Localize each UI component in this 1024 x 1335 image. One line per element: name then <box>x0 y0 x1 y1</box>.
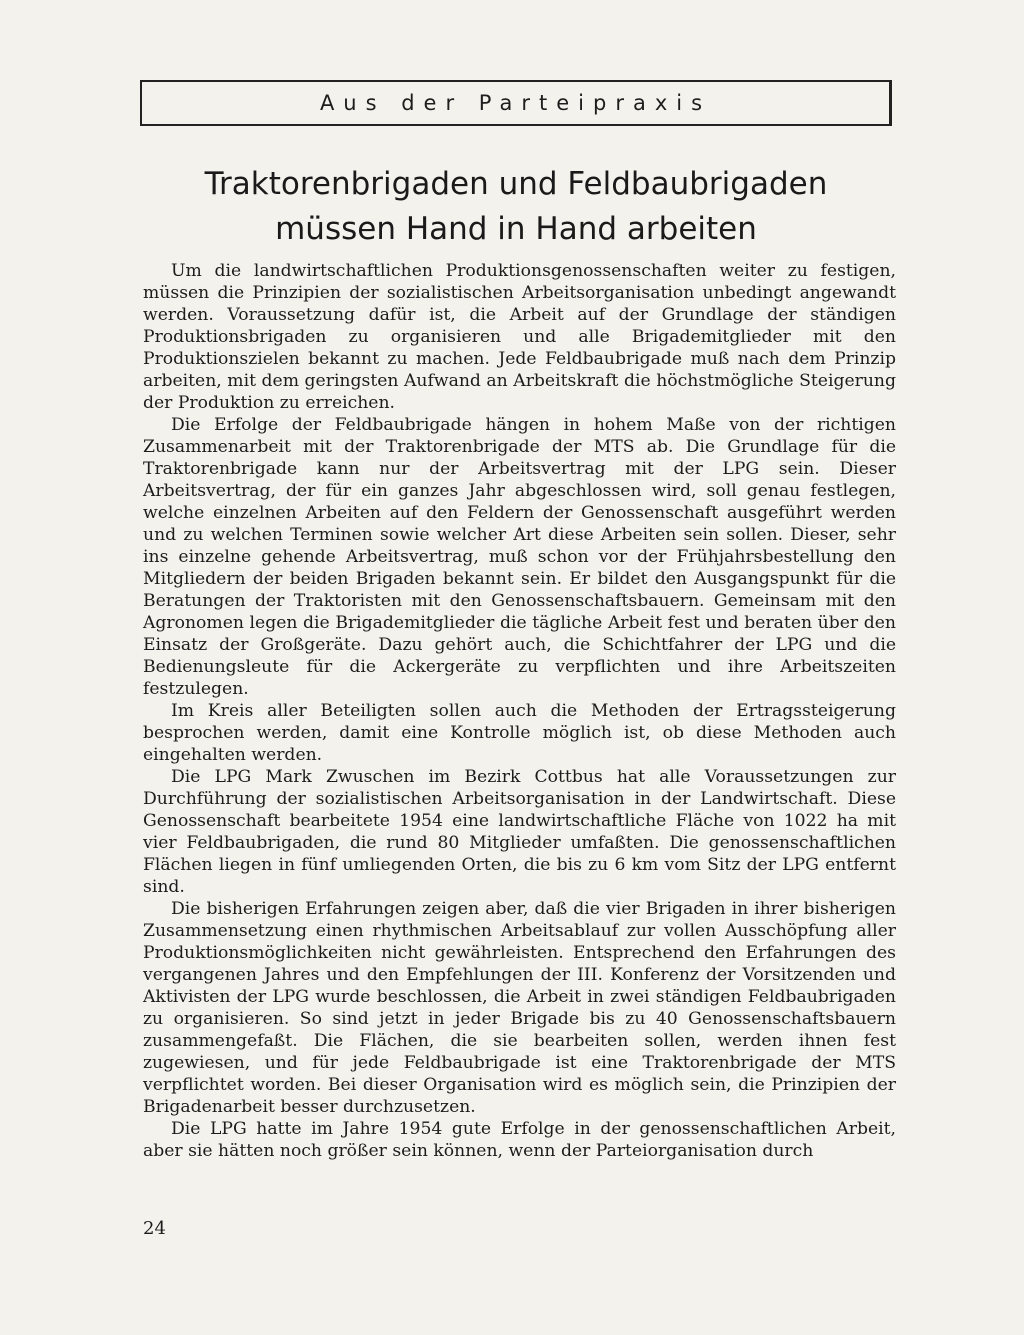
page-number: 24 <box>143 1218 166 1239</box>
section-header-box <box>140 80 892 126</box>
article-title <box>140 162 892 252</box>
paragraph: Im Kreis aller Beteiligten sollen auch die Methoden der Ertragssteigerung besprochen werden, damit eine Kontrolle möglich ist, ob diese Methoden auch eingehalten werden. <box>143 701 896 765</box>
section-header-label: Aus der Parteipraxis <box>319 91 712 115</box>
paragraph: Die Erfolge der Feldbaubrigade hängen in hohem Maße von der richtigen Zusammenarbeit mit der Traktorenbrigade der MTS ab. Die Grundlage für die Traktorenbrigade kann nur der Arbeitsvertrag mit der LPG sein. Dieser Arbeitsvertrag, der für ein ganzes Jahr abgeschlossen wird, soll genau festlegen, welche einzelnen Arbeiten auf den Feldern der Genossenschaft ausgeführt werden und zu welchen Terminen sowie welcher Art diese Arbeiten sein sollen. Dieser, sehr ins einzelne gehende Arbeitsvertrag, muß schon vor der Frühjahrsbestellung den Mitgliedern der beiden Brigaden bekannt sein. Er bildet den Ausgangspunkt für die Beratungen der Traktoristen mit den Genossenschaftsbauern. Gemeinsam mit den Agronomen legen die Brigademitglieder die tägliche Arbeit fest und beraten über den Einsatz der Großgeräte. Dazu gehört auch, die Schichtfahrer der LPG und die Bedienungsleute für die Ackergeräte zu verpflichten und ihre Arbeitszeiten festzulegen. <box>143 415 896 699</box>
article-title-line-2: müssen Hand in Hand arbeiten <box>275 211 757 247</box>
paragraph: Die LPG hatte im Jahre 1954 gute Erfolge in der genossenschaftlichen Arbeit, aber sie hätten noch größer sein können, wenn der Parteiorganisation durch <box>143 1119 896 1161</box>
article-body <box>143 260 896 1162</box>
paragraph: Die LPG Mark Zwuschen im Bezirk Cottbus hat alle Voraussetzungen zur Durchführung der sozialistischen Arbeitsorganisation in der Landwirtschaft. Diese Genossenschaft bearbeitete 1954 eine landwirtschaftliche Fläche von 1022 ha mit vier Feldbaubrigaden, die rund 80 Mitglieder umfaßten. Die genossenschaftlichen Flächen liegen in fünf umliegenden Orten, die bis zu 6 km vom Sitz der LPG entfernt sind. <box>143 767 896 897</box>
paragraph: Um die landwirtschaftlichen Produktionsgenossenschaften weiter zu festigen, müssen die Prinzipien der sozialistischen Arbeitsorganisation unbedingt angewandt werden. Voraussetzung dafür ist, die Arbeit auf der Grundlage der ständigen Produktionsbrigaden zu organisieren und alle Brigademitglieder mit den Produktionszielen bekannt zu machen. Jede Feldbaubrigade muß nach dem Prinzip arbeiten, mit dem geringsten Aufwand an Arbeitskraft die höchstmögliche Steigerung der Produktion zu erreichen. <box>143 261 896 413</box>
paragraph: Die bisherigen Erfahrungen zeigen aber, daß die vier Brigaden in ihrer bisherigen Zusammensetzung einen rhythmischen Arbeitsablauf zur vollen Ausschöpfung aller Produktionsmöglichkeiten nicht gewährleisten. Entsprechend den Erfahrungen des vergangenen Jahres und den Empfehlungen der III. Konferenz der Vorsitzenden und Aktivisten der LPG wurde beschlossen, die Arbeit in zwei ständigen Feldbaubrigaden zu organisieren. So sind jetzt in jeder Brigade bis zu 40 Genossenschaftsbauern zusammengefaßt. Die Flächen, die sie bearbeiten sollen, werden ihnen fest zugewiesen, und für jede Feldbaubrigade ist eine Traktorenbrigade der MTS verpflichtet worden. Bei dieser Organisation wird es möglich sein, die Prinzipien der Brigadenarbeit besser durchzusetzen. <box>143 899 896 1117</box>
article-title-line-1: Traktorenbrigaden und Feldbaubrigaden <box>204 166 828 202</box>
